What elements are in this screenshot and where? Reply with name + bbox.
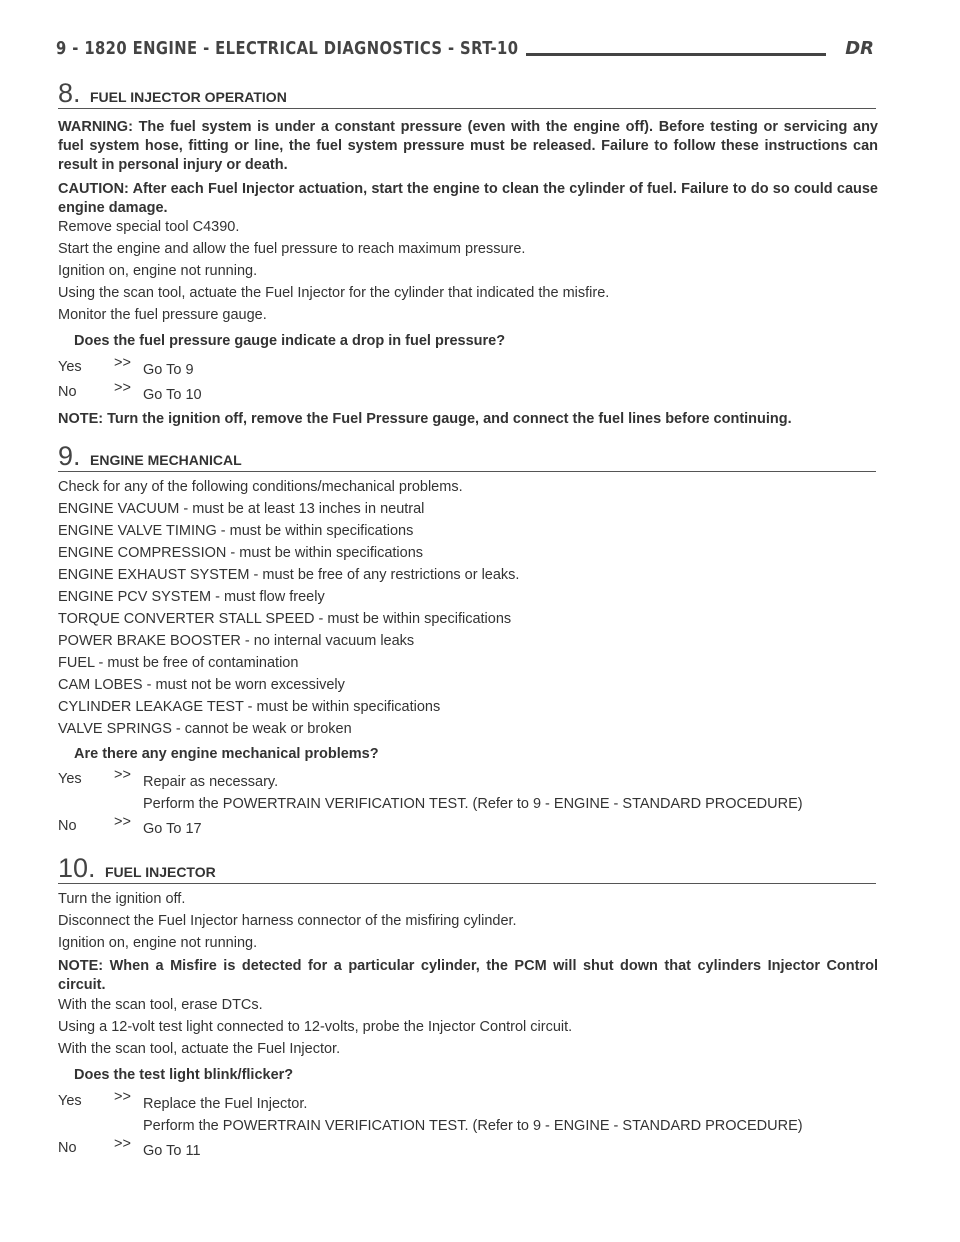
condition-item: TORQUE CONVERTER STALL SPEED - must be within specifications [58,611,512,627]
step-text: Ignition on, engine not running. [58,263,258,279]
section-number: 8. [58,78,81,108]
note-text: NOTE: Turn the ignition off, remove the Fuel Pressure gauge, and connect the fuel lines before continuing. [58,411,792,427]
header-rule [526,53,826,56]
section-title: FUEL INJECTOR [105,864,216,880]
arrow-icon: >> [114,1136,131,1152]
condition-item: FUEL - must be free of contamination [58,655,299,671]
step-text: Disconnect the Fuel Injector harness connector of the misfiring cylinder. [58,913,517,929]
step-text: Using the scan tool, actuate the Fuel Injector for the cylinder that indicated the misfire. [58,285,610,301]
caution-text: CAUTION: After each Fuel Injector actuation, start the engine to clean the cylinder of fuel. Failure to do so could cause engine damage. [58,181,878,216]
answer-label: Yes [58,1093,82,1109]
question-text: Are there any engine mechanical problems? [74,746,379,762]
section-heading-9 [58,441,876,472]
note-text: NOTE: When a Misfire is detected for a particular cylinder, the PCM will shut down that cylinders Injector Control circuit. [58,958,878,993]
section-heading-10 [58,853,876,884]
condition-item: POWER BRAKE BOOSTER - no internal vacuum leaks [58,633,415,649]
question-text: Does the test light blink/flicker? [74,1067,294,1083]
arrow-icon: >> [114,767,131,783]
answer-text: Go To 17 [143,821,202,837]
step-text: Start the engine and allow the fuel pressure to reach maximum pressure. [58,241,526,257]
question-text: Does the fuel pressure gauge indicate a drop in fuel pressure? [74,333,506,349]
answer-text-continued: Perform the POWERTRAIN VERIFICATION TEST. (Refer to 9 - ENGINE - STANDARD PROCEDURE) [143,796,803,812]
page-header [56,38,876,68]
section-heading-8 [58,78,876,109]
condition-item: ENGINE EXHAUST SYSTEM - must be free of any restrictions or leaks. [58,567,520,583]
arrow-icon: >> [114,814,131,830]
condition-item: CAM LOBES - must not be worn excessively [58,677,345,693]
arrow-icon: >> [114,1089,131,1105]
step-text: With the scan tool, actuate the Fuel Injector. [58,1041,341,1057]
section-number: 10. [58,853,96,883]
answer-text: Go To 10 [143,387,202,403]
condition-item: ENGINE COMPRESSION - must be within specifications [58,545,424,561]
condition-item: ENGINE VACUUM - must be at least 13 inches in neutral [58,501,425,517]
section-title: FUEL INJECTOR OPERATION [90,89,287,105]
step-text: Monitor the fuel pressure gauge. [58,307,267,323]
answer-text: Go To 9 [143,362,194,378]
arrow-icon: >> [114,380,131,396]
answer-text: Go To 11 [143,1143,201,1159]
header-code: DR [845,38,874,59]
condition-item: CYLINDER LEAKAGE TEST - must be within specifications [58,699,441,715]
answer-label: No [58,818,77,834]
step-text: Check for any of the following conditions/mechanical problems. [58,479,463,495]
warning-text: WARNING: The fuel system is under a constant pressure (even with the engine off). Before testing or servicing any fuel system hose, fitting or line, the fuel system pressure must be released. Failure to follow these instructions can result in personal injury or death. [58,119,878,173]
section-number: 9. [58,441,81,471]
step-text: With the scan tool, erase DTCs. [58,997,263,1013]
arrow-icon: >> [114,355,131,371]
answer-label: No [58,1140,77,1156]
answer-label: Yes [58,771,82,787]
answer-text-continued: Perform the POWERTRAIN VERIFICATION TEST. (Refer to 9 - ENGINE - STANDARD PROCEDURE) [143,1118,803,1134]
header-title: 9 - 1820 ENGINE - ELECTRICAL DIAGNOSTICS - SRT-10 [56,38,519,59]
answer-label: No [58,384,77,400]
answer-text: Replace the Fuel Injector. [143,1096,308,1112]
answer-label: Yes [58,359,82,375]
section-title: ENGINE MECHANICAL [90,452,242,468]
step-text: Turn the ignition off. [58,891,186,907]
condition-item: VALVE SPRINGS - cannot be weak or broken [58,721,352,737]
condition-item: ENGINE VALVE TIMING - must be within specifications [58,523,414,539]
step-text: Remove special tool C4390. [58,219,240,235]
step-text: Ignition on, engine not running. [58,935,258,951]
condition-item: ENGINE PCV SYSTEM - must flow freely [58,589,325,605]
answer-text: Repair as necessary. [143,774,279,790]
step-text: Using a 12-volt test light connected to 12-volts, probe the Injector Control circuit. [58,1019,573,1035]
